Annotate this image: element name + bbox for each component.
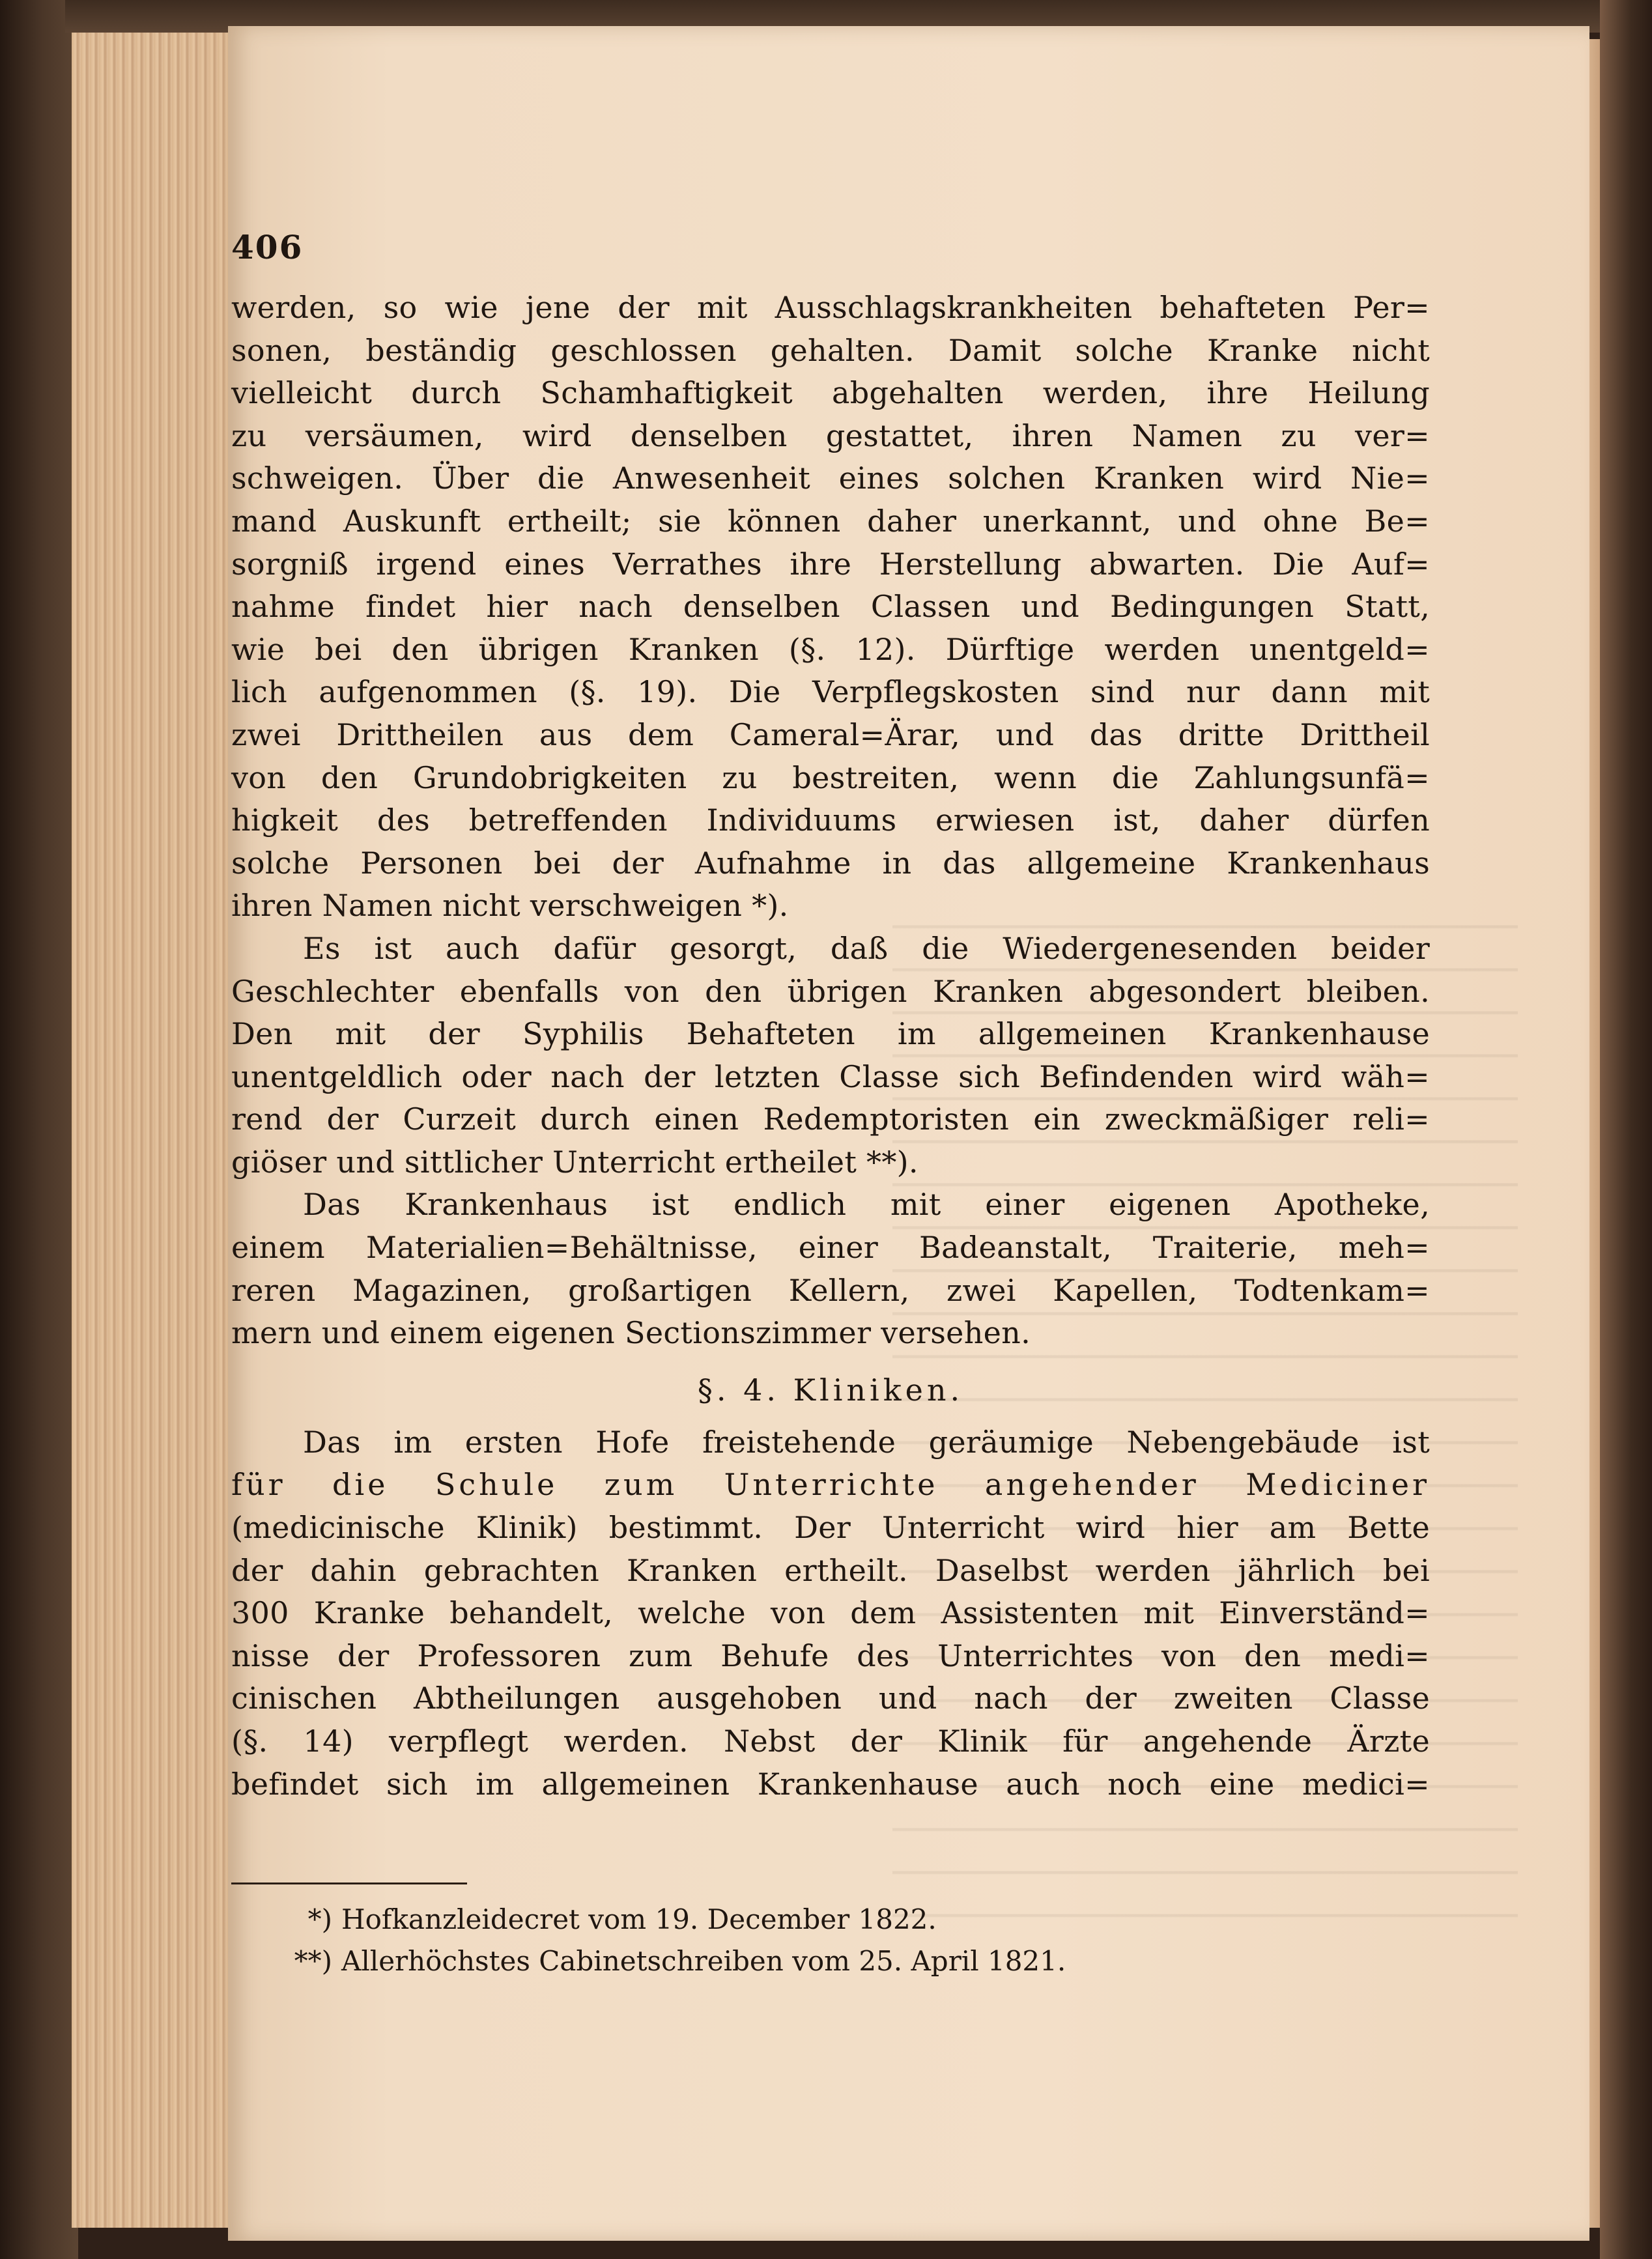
text-line: der dahin gebrachten Kranken ertheilt. Daselbst werden jährlich bei bbox=[231, 1552, 1430, 1588]
body-text bbox=[231, 287, 1430, 1806]
text-line: sonen, beständig geschlossen gehalten. Damit solche Kranke nicht bbox=[231, 332, 1430, 368]
text-line: befindet sich im allgemeinen Krankenhause auch noch eine medici= bbox=[231, 1766, 1430, 1802]
footnote-rule bbox=[231, 1883, 467, 1884]
text-line: ihren Namen nicht verschweigen *). bbox=[231, 888, 789, 924]
text-line: (medicinische Klinik) bestimmt. Der Unterricht wird hier am Bette bbox=[231, 1510, 1430, 1546]
page-number: 406 bbox=[231, 228, 304, 266]
text-line: solche Personen bei der Aufnahme in das allgemeine Krankenhaus bbox=[231, 845, 1430, 881]
text-line: mand Auskunft ertheilt; sie können daher unerkannt, und ohne Be= bbox=[231, 503, 1430, 539]
text-line: Den mit der Syphilis Behafteten im allgemeinen Krankenhause bbox=[231, 1016, 1430, 1052]
text-line: schweigen. Über die Anwesenheit eines solchen Kranken wird Nie= bbox=[231, 461, 1430, 496]
text-line: cinischen Abtheilungen ausgehoben und nach der zweiten Classe bbox=[231, 1681, 1430, 1716]
text-line: mern und einem eigenen Sectionszimmer versehen. bbox=[231, 1315, 1031, 1351]
text-line: werden, so wie jene der mit Ausschlagskrankheiten behafteten Per= bbox=[231, 290, 1430, 325]
text-line: Es ist auch dafür gesorgt, daß die Wiedergenesenden beider bbox=[303, 930, 1430, 966]
text-line: von den Grundobrigkeiten zu bestreiten, wenn die Zahlungsunfä= bbox=[231, 760, 1430, 795]
text-line: für die Schule zum Unterrichte angehender Mediciner bbox=[231, 1467, 1430, 1503]
text-line: lich aufgenommen (§. 19). Die Verpflegskosten sind nur dann mit bbox=[231, 674, 1430, 710]
footnote bbox=[261, 1940, 1303, 1982]
book-binding bbox=[0, 0, 78, 2259]
text-line: giöser und sittlicher Unterricht ertheilet **). bbox=[231, 1144, 919, 1180]
text-line: 300 Kranke behandelt, welche von dem Assistenten mit Einverständ= bbox=[231, 1595, 1430, 1631]
footnotes bbox=[261, 1899, 1303, 1982]
text-line: einem Materialien=Behältnisse, einer Badeanstalt, Traiterie, meh= bbox=[231, 1230, 1430, 1266]
text-line: wie bei den übrigen Kranken (§. 12). Dürftige werden unentgeld= bbox=[231, 631, 1430, 667]
text-line: unentgeldlich oder nach der letzten Classe sich Befindenden wird wäh= bbox=[231, 1058, 1430, 1094]
text-line: Geschlechter ebenfalls von den übrigen Kranken abgesondert bleiben. bbox=[231, 973, 1430, 1009]
footnote-text: Allerhöchstes Cabinetschreiben vom 25. April 1821. bbox=[341, 1945, 1066, 1977]
text-line: vielleicht durch Schamhaftigkeit abgehalten werden, ihre Heilung bbox=[231, 375, 1430, 411]
footnote bbox=[261, 1899, 1303, 1940]
footnote-mark: **) bbox=[294, 1945, 332, 1977]
book-cover-right bbox=[1600, 0, 1652, 2259]
page-edges bbox=[72, 26, 241, 2228]
footnote-text: Hofkanzleidecret vom 19. December 1822. bbox=[341, 1903, 937, 1935]
text-line: Das im ersten Hofe freistehende geräumige Nebengebäude ist bbox=[303, 1424, 1430, 1460]
text-line: higkeit des betreffenden Individuums erwiesen ist, daher dürfen bbox=[231, 803, 1430, 838]
text-line: sorgniß irgend eines Verrathes ihre Herstellung abwarten. Die Auf= bbox=[231, 546, 1430, 582]
text-line: zu versäumen, wird denselben gestattet, ihren Namen zu ver= bbox=[231, 418, 1430, 453]
footnote-mark: *) bbox=[307, 1903, 332, 1935]
text-line: Das Krankenhaus ist endlich mit einer eigenen Apotheke, bbox=[303, 1187, 1430, 1223]
text-line: nahme findet hier nach denselben Classen und Bedingungen Statt, bbox=[231, 589, 1430, 625]
text-line: rend der Curzeit durch einen Redemptoristen ein zweckmäßiger reli= bbox=[231, 1101, 1430, 1137]
section-heading: §. 4. Kliniken. bbox=[697, 1372, 964, 1408]
text-line: zwei Drittheilen aus dem Cameral=Ärar, und das dritte Drittheil bbox=[231, 717, 1430, 752]
text-line: reren Magazinen, großartigen Kellern, zwei Kapellen, Todtenkam= bbox=[231, 1272, 1430, 1308]
text-line: (§. 14) verpflegt werden. Nebst der Klinik für angehende Ärzte bbox=[231, 1724, 1430, 1759]
text-line: nisse der Professoren zum Behufe des Unterrichtes von den medi= bbox=[231, 1638, 1430, 1673]
